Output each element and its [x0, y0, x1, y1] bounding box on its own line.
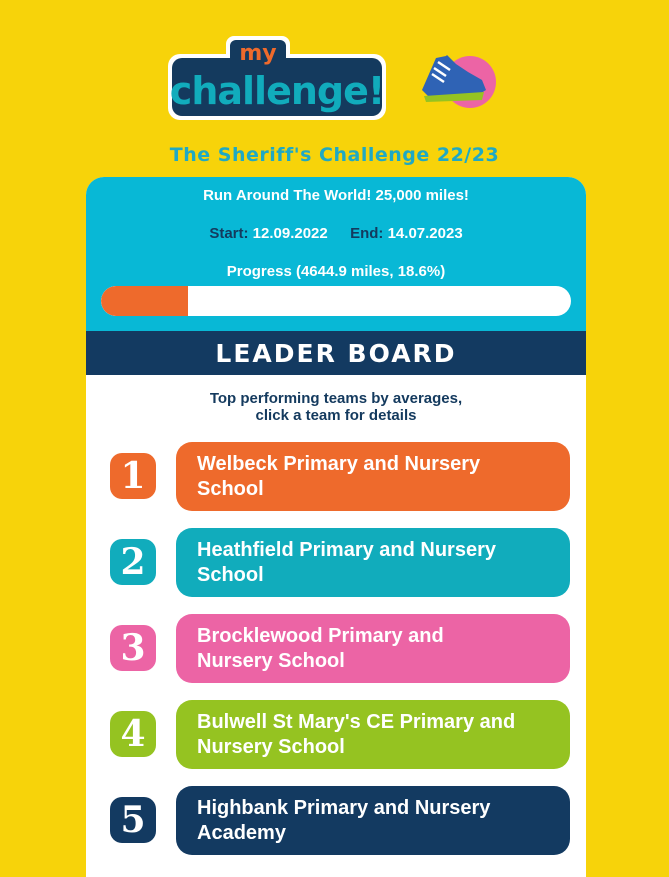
- leaderboard-description: [86, 390, 586, 424]
- rank-badge-5: 5: [110, 797, 156, 843]
- progress-text: Progress (4644.9 miles, 18.6%): [226, 263, 446, 280]
- end-label: End:: [350, 225, 384, 242]
- leaderboard-row[interactable]: [110, 786, 570, 855]
- team-name-line1: Highbank Primary and Nursery: [197, 797, 491, 819]
- team-name-line1: Bulwell St Mary's CE Primary and: [197, 711, 516, 733]
- team-button[interactable]: [176, 700, 570, 769]
- rank-badge-1: 1: [110, 453, 156, 499]
- challenge-dates: [86, 225, 586, 242]
- leaderboard-row[interactable]: [110, 614, 570, 683]
- team-name-line1: Heathfield Primary and Nursery: [197, 539, 496, 561]
- my-challenge-logo[interactable]: [166, 36, 388, 122]
- leaderboard-row[interactable]: [110, 442, 570, 511]
- team-name-line2: Academy: [197, 822, 286, 844]
- header: [0, 0, 669, 176]
- challenge-card: [86, 177, 586, 877]
- leaderboard-title: LEADER BOARD: [86, 331, 586, 375]
- team-button[interactable]: [176, 614, 570, 683]
- challenge-title: The Sheriff's Challenge 22/23: [169, 144, 500, 166]
- leaderboard-description-line1: Top performing teams by averages,: [209, 390, 463, 407]
- leaderboard-description-line2: click a team for details: [255, 407, 417, 424]
- team-button[interactable]: [176, 786, 570, 855]
- progress-bar: [101, 286, 571, 316]
- end-date: 14.07.2023: [387, 225, 463, 242]
- team-name-line2: Nursery School: [197, 736, 345, 758]
- running-shoe-icon: [416, 42, 498, 114]
- rank-badge-4: 4: [110, 711, 156, 757]
- team-name-line2: School: [197, 478, 264, 500]
- leaderboard-row[interactable]: [110, 528, 570, 597]
- team-name-line1: Brocklewood Primary and: [197, 625, 444, 647]
- team-button[interactable]: [176, 442, 570, 511]
- challenge-goal: Run Around The World! 25,000 miles!: [203, 187, 469, 204]
- progress-bar-fill: [101, 286, 188, 316]
- logo-my-text: my: [239, 41, 277, 66]
- start-date: 12.09.2022: [252, 225, 328, 242]
- team-name-line1: Welbeck Primary and Nursery: [197, 453, 481, 475]
- team-name-line2: School: [197, 564, 264, 586]
- challenge-info-panel: [86, 177, 586, 331]
- start-label: Start:: [209, 225, 249, 242]
- rank-badge-3: 3: [110, 625, 156, 671]
- leaderboard-row[interactable]: [110, 700, 570, 769]
- logo-challenge-text: challenge!: [169, 69, 385, 113]
- team-button[interactable]: [176, 528, 570, 597]
- team-name-line2: Nursery School: [197, 650, 345, 672]
- rank-badge-2: 2: [110, 539, 156, 585]
